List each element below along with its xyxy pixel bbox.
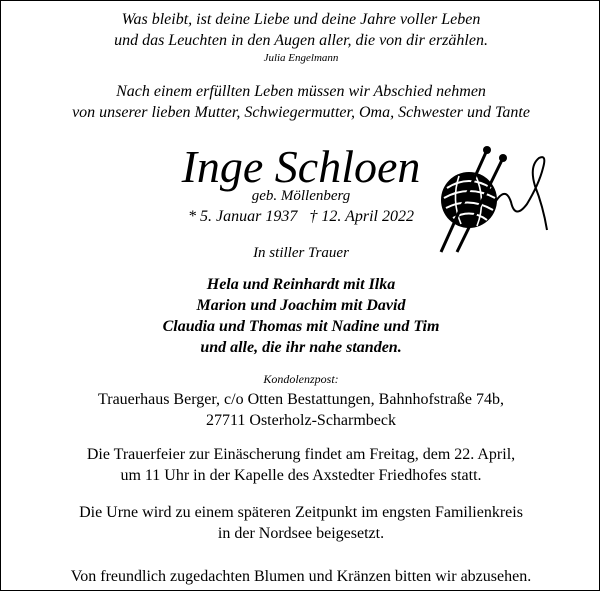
poem-author: Julia Engelmann (263, 52, 339, 64)
intro-line-2: von unserer lieben Mutter, Schwiegermutter, Oma, Schwester und Tante (72, 104, 530, 121)
birth-name: geb. Möllenberg (251, 188, 351, 204)
funeral-line-2: um 11 Uhr in der Kapelle des Axstedter Friedhofes statt. (120, 467, 482, 484)
deceased-name: Inge Schloen (181, 141, 421, 192)
poem-line-1: Was bleibt, ist deine Liebe und deine Jahre voller Leben (121, 11, 481, 28)
mourning-heading: In stiller Trauer (253, 245, 349, 261)
family-line-4: und alle, die ihr nahe standen. (200, 339, 402, 356)
knitting-yarn-icon (431, 144, 559, 256)
urn-line-2: in der Nordsee beigesetzt. (217, 525, 385, 542)
family-line-1: Hela und Reinhardt mit Ilka (206, 276, 396, 293)
closing-line: Von freundlich zugedachten Blumen und Kränzen bitten wir abzusehen. (70, 568, 532, 585)
life-dates: * 5. Januar 1937 † 12. April 2022 (188, 208, 414, 225)
condolence-line-2: 27711 Osterholz-Scharmbeck (205, 412, 396, 429)
intro-line-1: Nach einem erfüllten Leben müssen wir Abschied nehmen (116, 83, 486, 100)
condolence-label: Kondolenzpost: (263, 372, 339, 386)
poem-line-2: und das Leuchten in den Augen aller, die von dir erzählen. (114, 32, 488, 49)
urn-line-1: Die Urne wird zu einem späteren Zeitpunkt im engsten Familienkreis (79, 504, 523, 521)
family-line-3: Claudia und Thomas mit Nadine und Tim (162, 318, 440, 335)
family-line-2: Marion und Joachim mit David (196, 297, 406, 314)
funeral-line-1: Die Trauerfeier zur Einäscherung findet am Freitag, dem 22. April, (86, 446, 516, 463)
condolence-line-1: Trauerhaus Berger, c/o Otten Bestattungen, Bahnhofstraße 74b, (98, 391, 504, 408)
